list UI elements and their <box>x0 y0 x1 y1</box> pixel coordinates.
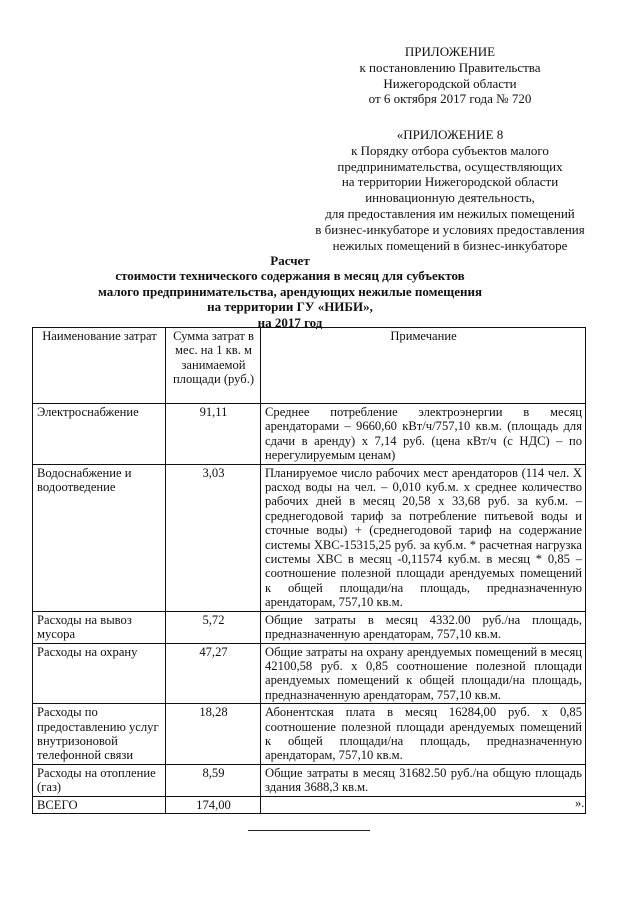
row-sum: 47,27 <box>166 643 261 704</box>
table-row <box>33 464 586 611</box>
title-line: Расчет <box>270 253 310 268</box>
appendix-line: нежилых помещений в бизнес-инкубаторе <box>332 237 568 253</box>
table-header-row <box>33 328 586 404</box>
table-row <box>33 764 586 796</box>
row-sum: 3,03 <box>166 464 261 611</box>
total-sum: 174,00 <box>166 796 261 813</box>
cost-table <box>32 327 586 814</box>
row-name: Электроснабжение <box>33 404 166 465</box>
table-row <box>33 704 586 765</box>
row-name: Водоснабжение и водоотведение <box>33 464 166 611</box>
title-line: на 2017 год <box>257 314 323 330</box>
closing-quote-mark: ». <box>575 796 585 810</box>
document-title <box>0 253 610 330</box>
appendix-line: в бизнес-инкубаторе и условиях предоставления <box>315 221 585 237</box>
row-name: Расходы на вывоз мусора <box>33 611 166 643</box>
row-note: Общие затраты в месяц 4332.00 руб./на площадь, предназначенную арендаторам, 757,10 кв.м. <box>261 611 586 643</box>
row-note: Планируемое число рабочих мест арендаторов (114 чел. Х расход воды на чел. – 0,010 куб.м. х среднее количество рабочих дней в месяц 20,58 х 33,68 руб. за куб.м. – среднегодовой тариф за потребление питьевой воды и сточные воды) + (среднегодовой тариф на содержание системы ХВС-15315,25 руб. за куб.м. * расчетная нагрузка системы ХВС в месяц -0,11574 куб.м. в месяц * 0,85 – соотношение полезной площади арендуемых помещений к общей площади/на площадь, предназначенную арендаторам, 757,10 кв.м. <box>261 464 586 611</box>
row-name: Расходы по предоставлению услуг внутризоновой телефонной связи <box>33 704 166 765</box>
header-line: ПРИЛОЖЕНИЕ <box>404 44 496 59</box>
appendix-line: инновационную деятельность, <box>365 190 535 206</box>
table-row <box>33 404 586 465</box>
row-note: Общие затраты на охрану арендуемых помещений в месяц 42100,58 руб. х 0,85 соотношение полезной площади арендуемых помещений к общей площади/на площадь, предназначенную арендаторам, 757,10 кв.м. <box>261 643 586 704</box>
header-name: Наименование затрат <box>33 328 166 404</box>
header-note: Примечание <box>261 328 586 404</box>
appendix-line: для предоставления им нежилых помещений <box>325 205 575 221</box>
row-sum: 8,59 <box>166 764 261 796</box>
header-line: к постановлению Правительства <box>359 59 541 75</box>
header-line: от 6 октября 2017 года № 720 <box>368 91 532 107</box>
appendix-8-block <box>290 127 610 253</box>
appendix-line: «ПРИЛОЖЕНИЕ 8 <box>396 127 504 142</box>
total-label: ВСЕГО <box>33 796 166 813</box>
header-sum: Сумма затрат в мес. на 1 кв. м занимаемой площади (руб.) <box>166 328 261 404</box>
row-note: Общие затраты в месяц 31682.50 руб./на общую площадь здания 3688,3 кв.м. <box>261 764 586 796</box>
title-line: на территории ГУ «НИБИ», <box>207 299 373 315</box>
row-note: Абонентская плата в месяц 16284,00 руб. х 0,85 соотношение полезной площади арендуемых помещений к общей площади/на площадь, предназначенную арендаторам, 757,10 кв.м. <box>261 704 586 765</box>
title-line: стоимости технического содержания в месяц для субъектов <box>115 268 465 284</box>
appendix-line: предпринимательства, осуществляющих <box>337 158 563 174</box>
bottom-divider <box>248 830 370 831</box>
appendix-line: к Порядку отбора субъектов малого <box>351 142 549 158</box>
row-name: Расходы на охрану <box>33 643 166 704</box>
row-sum: 5,72 <box>166 611 261 643</box>
row-note: Среднее потребление электроэнергии в месяц арендаторами – 9660,60 кВт/ч/757,10 кв.м. (площадь для сдачи в аренду) х 7,14 руб. (цена кВт/ч (с НДС) – по нерегулируемым ценам) <box>261 404 586 465</box>
row-sum: 91,11 <box>166 404 261 465</box>
table-row <box>33 643 586 704</box>
appendix-line: на территории Нижегородской области <box>341 174 559 190</box>
table-total-row <box>33 796 586 813</box>
row-sum: 18,28 <box>166 704 261 765</box>
title-line: малого предпринимательства, арендующих нежилые помещения <box>97 283 482 299</box>
header-line: Нижегородской области <box>383 75 517 91</box>
row-name: Расходы на отопление (газ) <box>33 764 166 796</box>
total-note-empty <box>261 796 586 813</box>
appendix-header <box>300 44 600 107</box>
table-row <box>33 611 586 643</box>
